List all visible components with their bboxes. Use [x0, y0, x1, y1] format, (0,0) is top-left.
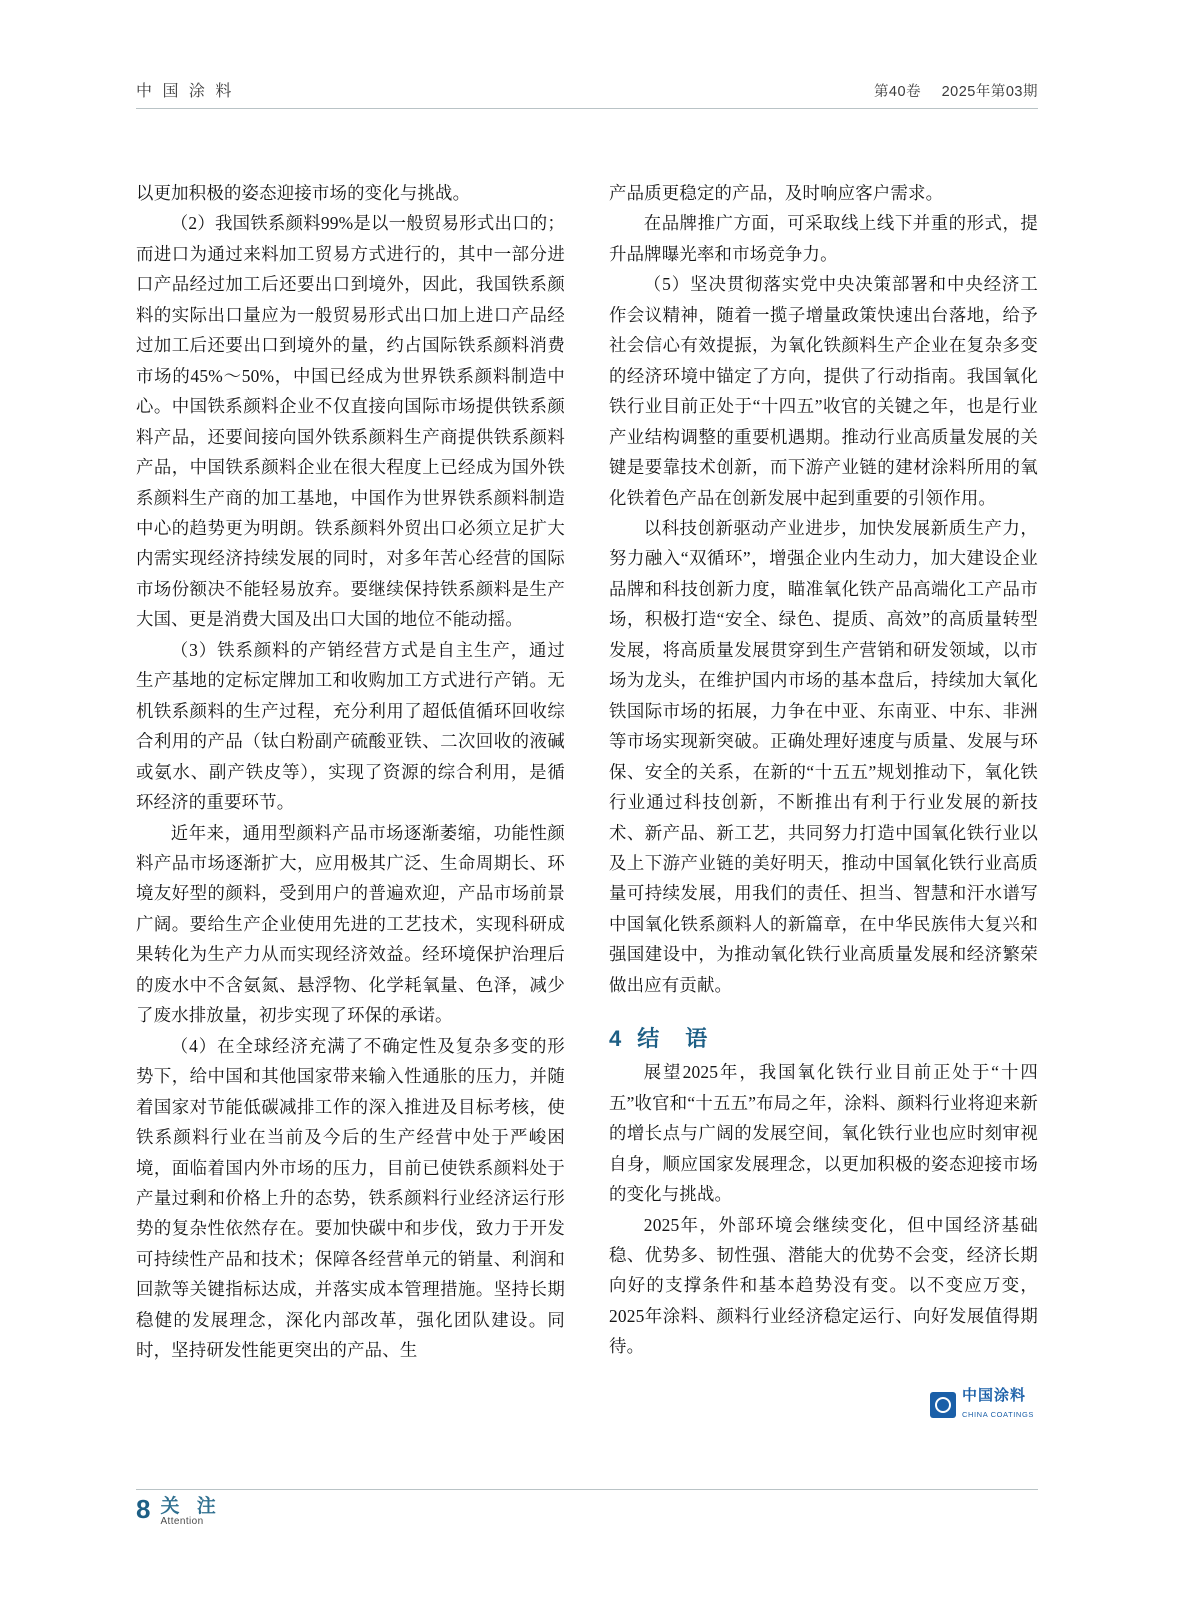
paragraph: 产品质更稳定的产品，及时响应客户需求。 [609, 183, 944, 203]
paragraph: （2）我国铁系颜料99%是以一般贸易形式出口的；而进口为通过来料加工贸易方式进行的，其中一部分进口产品经过加工后还要出口到境外，因此，我国铁系颜料的实际出口量应为一般贸易形式出口加上进口产品经过加工后还要出口到境外的量，约占国际铁系颜料消费市场的45%～50%，中国已经成为世界铁系颜料制造中心。中国铁系颜料企业不仅直接向国际市场提供铁系颜料产品，还要间接向国外铁系颜料生产商提供铁系颜料产品，中国铁系颜料企业在很大程度上已经成为国外铁系颜料生产商的加工基地，中国作为世界铁系颜料制造中心的趋势更为明朗。铁系颜料外贸出口必须立足扩大内需实现经济持续发展的同时，对多年苦心经营的国际市场份额决不能轻易放弃。要继续保持铁系颜料是生产大国、更是消费大国及出口大国的地位不能动摇。 [136, 213, 565, 630]
paragraph: （3）铁系颜料的产销经营方式是自主生产，通过生产基地的定标定牌加工和收购加工方式进行产销。无机铁系颜料的生产过程，充分利用了超低值循环回收综合利用的产品（钛白粉副产硫酸亚铁、二次回收的液碱或氨水、副产铁皮等），实现了资源的综合利用，是循环经济的重要环节。 [136, 639, 565, 813]
header-divider [136, 108, 1038, 109]
paragraph: 展望2025年，我国氧化铁行业目前正处于“十四五”收官和“十五五”布局之年，涂料、颜料行业将迎来新的增长点与广阔的发展空间，氧化铁行业也应时刻审视自身，顺应国家发展理念，以更加积极的姿态迎接市场的变化与挑战。 [609, 1062, 1038, 1205]
page-footer [136, 1496, 222, 1527]
issue-info [874, 80, 1038, 101]
logo-mark-icon [930, 1392, 956, 1418]
body-columns [136, 178, 1038, 1421]
china-coatings-logo [930, 1388, 1034, 1422]
paragraph: 2025年，外部环境会继续变化，但中国经济基础稳、优势多、韧性强、潜能大的优势不会变，经济长期向好的支撑条件和基本趋势没有变。以不变应万变，2025年涂料、颜料行业经济稳定运行、向好发展值得期待。 [609, 1214, 1038, 1357]
volume-label: 第40卷 [873, 84, 922, 100]
journal-name: 中 国 涂 料 [136, 83, 235, 100]
footer-section-label [160, 1496, 221, 1527]
paragraph: 以科技创新驱动产业进步，加快发展新质生产力，努力融入“双循环”，增强企业内生动力，加大建设企业品牌和科技创新力度，瞄准氧化铁产品高端化工产品市场，积极打造“安全、绿色、提质、高效”的高质量转型发展，将高质量发展贯穿到生产营销和研发领域，以市场为龙头，在维护国内市场的基本盘后，持续加大氧化铁国际市场的拓展，力争在中亚、东南亚、中东、非洲等市场实现新突破。正确处理好速度与质量、发展与环保、安全的关系，在新的“十五五”规划推动下，氧化铁行业通过科技创新，不断推出有利于行业发展的新技术、新产品、新工艺，共同努力打造中国氧化铁行业以及上下游产业链的美好明天，推动中国氧化铁行业高质量可持续发展，用我们的责任、担当、智慧和汗水谱写中国氧化铁系颜料人的新篇章，在中华民族伟大复兴和强国建设中，为推动氧化铁行业高质量发展和经济繁荣做出应有贡献。 [609, 517, 1038, 995]
right-column [609, 178, 1038, 1421]
paragraph: 近年来，通用型颜料产品市场逐渐萎缩，功能性颜料产品市场逐渐扩大，应用极其广泛、生命周期长、环境友好型的颜料，受到用户的普遍欢迎，产品市场前景广阔。要给生产企业使用先进的工艺技术，实现科研成果转化为生产力从而实现经济效益。经环境保护治理后的废水中不含氨氮、悬浮物、化学耗氧量、色泽，减少了废水排放量，初步实现了环保的承诺。 [136, 822, 565, 1026]
paragraph: （4）在全球经济充满了不确定性及复杂多变的形势下，给中国和其他国家带来输入性通胀的压力，并随着国家对节能低碳减排工作的深入推进及目标考核，使铁系颜料行业在当前及今后的生产经营中处于严峻困境，面临着国内外市场的压力，目前已使铁系颜料处于产量过剩和价格上升的态势，铁系颜料行业经济运行形势的复杂性依然存在。要加快碳中和步伐，致力于开发可持续性产品和技术；保障各经营单元的销量、利润和回款等关键指标达成，并落实成本管理措施。坚持长期稳健的发展理念，深化内部改革，强化团队建设。同时，坚持研发性能更突出的产品、生 [136, 1035, 565, 1361]
running-header [136, 78, 1038, 101]
section-title: 结 语 [637, 1026, 710, 1052]
section-heading [609, 1022, 1038, 1053]
footer-divider [136, 1489, 1038, 1490]
logo-name-cn: 中国涂料 [961, 1386, 1026, 1404]
issue-label: 2025年第03期 [941, 84, 1038, 100]
footer-section-en: Attention [160, 1515, 204, 1527]
paragraph: 在品牌推广方面，可采取线上线下并重的形式，提升品牌曝光率和市场竞争力。 [609, 213, 1038, 264]
section-number: 4 [609, 1026, 624, 1052]
logo-name-en: CHINA COATINGS [961, 1409, 1034, 1419]
logo-text [962, 1388, 1034, 1422]
paragraph: （5）坚决贯彻落实党中央决策部署和中央经济工作会议精神，随着一揽子增量政策快速出台落地，给予社会信心有效提振，为氧化铁颜料生产企业在复杂多变的经济环境中锚定了方向，提供了行动指南。我国氧化铁行业目前正处于“十四五”收官的关键之年，也是行业产业结构调整的重要机遇期。推动行业高质量发展的关键是要靠技术创新，而下游产业链的建材涂料所用的氧化铁着色产品在创新发展中起到重要的引领作用。 [609, 274, 1038, 508]
page-number: 8 [136, 1494, 151, 1524]
left-column [136, 178, 565, 1421]
publisher-logo-wrap [609, 1388, 1038, 1422]
paragraph: 以更加积极的姿态迎接市场的变化与挑战。 [136, 183, 471, 203]
footer-section-cn: 关 注 [160, 1496, 222, 1517]
